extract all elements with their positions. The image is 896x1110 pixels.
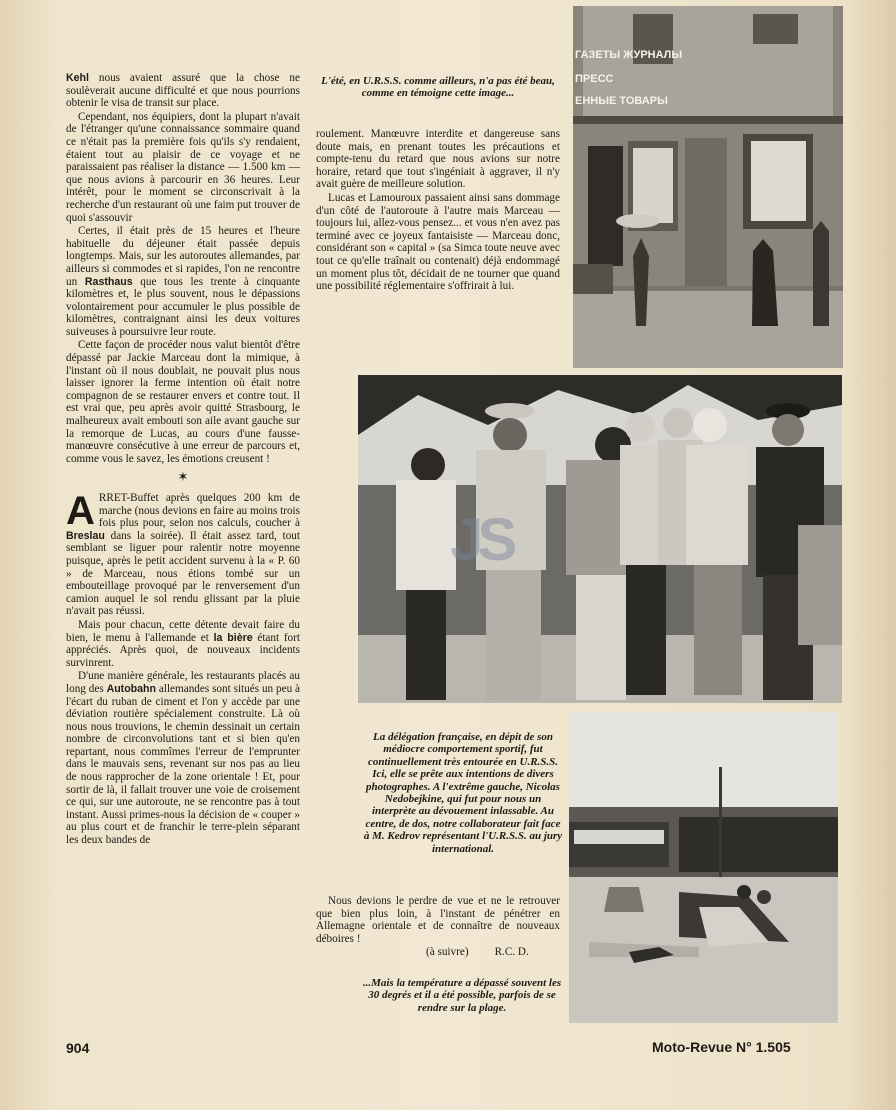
caption-delegation: La délégation française, en dépit de son médiocre comportement sportif, fut continuellement très entourée en U.R.S.S. Ici, elle se prête aux intentions de divers photographes. A l'extrême gauche, Nicolas Nedobejkine, qui fut pour nous un interprète au dévouement inlassable. Au centre, de dos, notre collaborateur fait face à M. Kedrov représentant l'U.R.S.S. au jury international. (363, 731, 563, 855)
shop-sign-1: ГАЗЕТЫ ЖУРНАЛЫ (575, 49, 683, 61)
magazine-footer (652, 1039, 791, 1055)
bold-term: Kehl (66, 72, 89, 84)
street-scene-image (573, 6, 843, 368)
magazine-name: Moto-Revue (652, 1039, 733, 1055)
caption-beach: ...Mais la température a dépassé souvent les 30 degrés et il a été possible, parfois de se rendre sur la plage. (362, 977, 562, 1014)
article-column-left (66, 72, 300, 848)
paragraph: Mais pour chacun, cette détente devait faire du bien, le menu à l'allemande et la bière étant fort appréciés. Après quoi, de nouveaux incidents survinrent. (66, 618, 300, 669)
watermark-logo: JS (450, 506, 512, 573)
photo-street-shop (573, 6, 843, 368)
to-be-continued: (à suivre) (426, 946, 469, 959)
photo-delegation-group (358, 375, 842, 703)
delegation-group-image (358, 375, 842, 703)
photo-beach (569, 712, 838, 1023)
bold-term: Rasthaus (84, 275, 133, 288)
to-be-continued-line (316, 946, 560, 959)
author-signature: R.C. D. (494, 946, 529, 959)
paragraph: Cependant, nos équipiers, dont la plupart n'avait de l'étranger qu'une connaissance sommaire quand ce n'était pas la première fois qu'ils s'y rendaient, étaient tout au plaisir de ce voyage et ne paraissaient pas réaliser la distance — 1.500 km — que nous avions à parcourir en 36 heures. Leur intérêt, pour le moment se circonscrivait à la recherche d'un restaurant où une faim put trouver de quoi s'assouvir (66, 110, 300, 224)
paragraph: Certes, il était près de 15 heures et l'heure habituelle du déjeuner était passée depuis longtemps. Mais, sur les autoroutes allemandes, par ailleurs si commodes et si rapides, l'on ne rencontre un Rasthaus que tous les trente à cinquante kilomètres et, le plus souvent, nous le dépassions volontairement pour accumuler le plus possible de kilomètres, contraignant ainsi les deux voitures suiveuses à poursuivre leur route. (66, 225, 301, 338)
drop-cap: A (66, 489, 95, 533)
bold-term: Autobahn (106, 682, 156, 695)
bold-term: la bière (213, 631, 253, 644)
paragraph: roulement. Manœuvre interdite et dangereuse sans doute mais, en prenant toutes les précautions et compte-tenu du retard que nous avions sur notre horaire, retard que tout s'ingéniait à aggraver, il n'y avait guère de meilleure solution. (316, 128, 560, 191)
paragraph: D'une manière générale, les restaurants placés au long des Autobahn allemandes sont situés un peu à l'écart du ruban de ciment et l'on y accède par une déviation routière spécialement construite. Là où nous nous trouvions, le chemin dessinait un certain nombre de circonvolutions tant et si bien qu'en repartant, nous commîmes l'erreur de l'emprunter dans le mauvais sens, revenant sur nos pas au lieu de nous rapprocher de la zone orientale ! Et, pour sortir de là, il fallait trouver une voie de croisement ce qui, sur une autoroute, ne se rencontre pas à tout instant. Aussi primes-nous la décision de « couper » au plus court et de franchir le terre-plein séparant les deux bandes de (66, 670, 300, 847)
article-column-middle (316, 128, 560, 294)
shop-sign-2: ПРЕСС (575, 73, 614, 85)
paragraph: Kehl nous avaient assuré que la chose ne soulèverait aucune difficulté et que nous pourrions obtenir le visa de transit sur place. (66, 72, 300, 110)
paragraph: Nous devions le perdre de vue et ne le retrouver que bien plus loin, à l'instant de pénétrer en Allemagne orientale et de connaître de nouveaux déboires ! (316, 895, 560, 945)
paragraph: Lucas et Lamouroux passaient ainsi sans dommage d'un côté de l'autoroute à l'autre mais Marceau — toujours lui, allez-vous pensez... et vous n'en avez pas terminé avec ce joyeux fantaisiste — Marceau donc, considérant son « capital » (sa Simca toute neuve avec tout ce qu'elle traînait ou contenait) déjà endommagé un moment plus tôt, décidait de ne tourner que quand une possibilité réglementaire s'offrirait à lui. (316, 191, 560, 293)
issue-number: N° 1.505 (736, 1039, 791, 1055)
section-separator-star: ✶ (177, 469, 189, 485)
article-closing (316, 895, 560, 960)
shop-sign-3: ЕННЫЕ ТОВАРЫ (575, 95, 668, 107)
paragraph: Cette façon de procéder nous valut bientôt d'être dépassé par Jackie Marceau dont la mimique, à l'instant où il nous doublait, ne pouvait plus nous laisser ignorer la ferme intention où était notre compagnon de se restaurer envers et contre tout. Il est vrai que, peu après avoir quitté Strasbourg, le malheureux avait embouti son aile avant gauche sur la remorque de Lucas, au cours d'une fausse-manœuvre consécutive à une erreur de parcours et, comme vous le savez, les émotions creusent ! (66, 339, 300, 465)
bold-term: Breslau (66, 529, 105, 542)
page-number: 904 (66, 1040, 90, 1056)
caption-summer-photo: L'été, en U.R.S.S. comme ailleurs, n'a pas été beau, comme en témoigne cette image... (321, 75, 555, 100)
beach-scene-image (569, 712, 838, 1023)
paragraph: ARRET-Buffet après quelques 200 km de marche (nous devions en faire au moins trois fois plus pour, selon nos calculs, coucher à Breslau dans la soirée). Il était assez tard, tout semblant se liguer pour ralentir notre moyenne puisque, après le petit accident survenu à la « P. 60 » de Marceau, nous étions tombé sur un embouteillage provoqué par le renversement d'un camion auquel le sol rendu glissant par la pluie n'avait pas réussi. (66, 489, 300, 618)
